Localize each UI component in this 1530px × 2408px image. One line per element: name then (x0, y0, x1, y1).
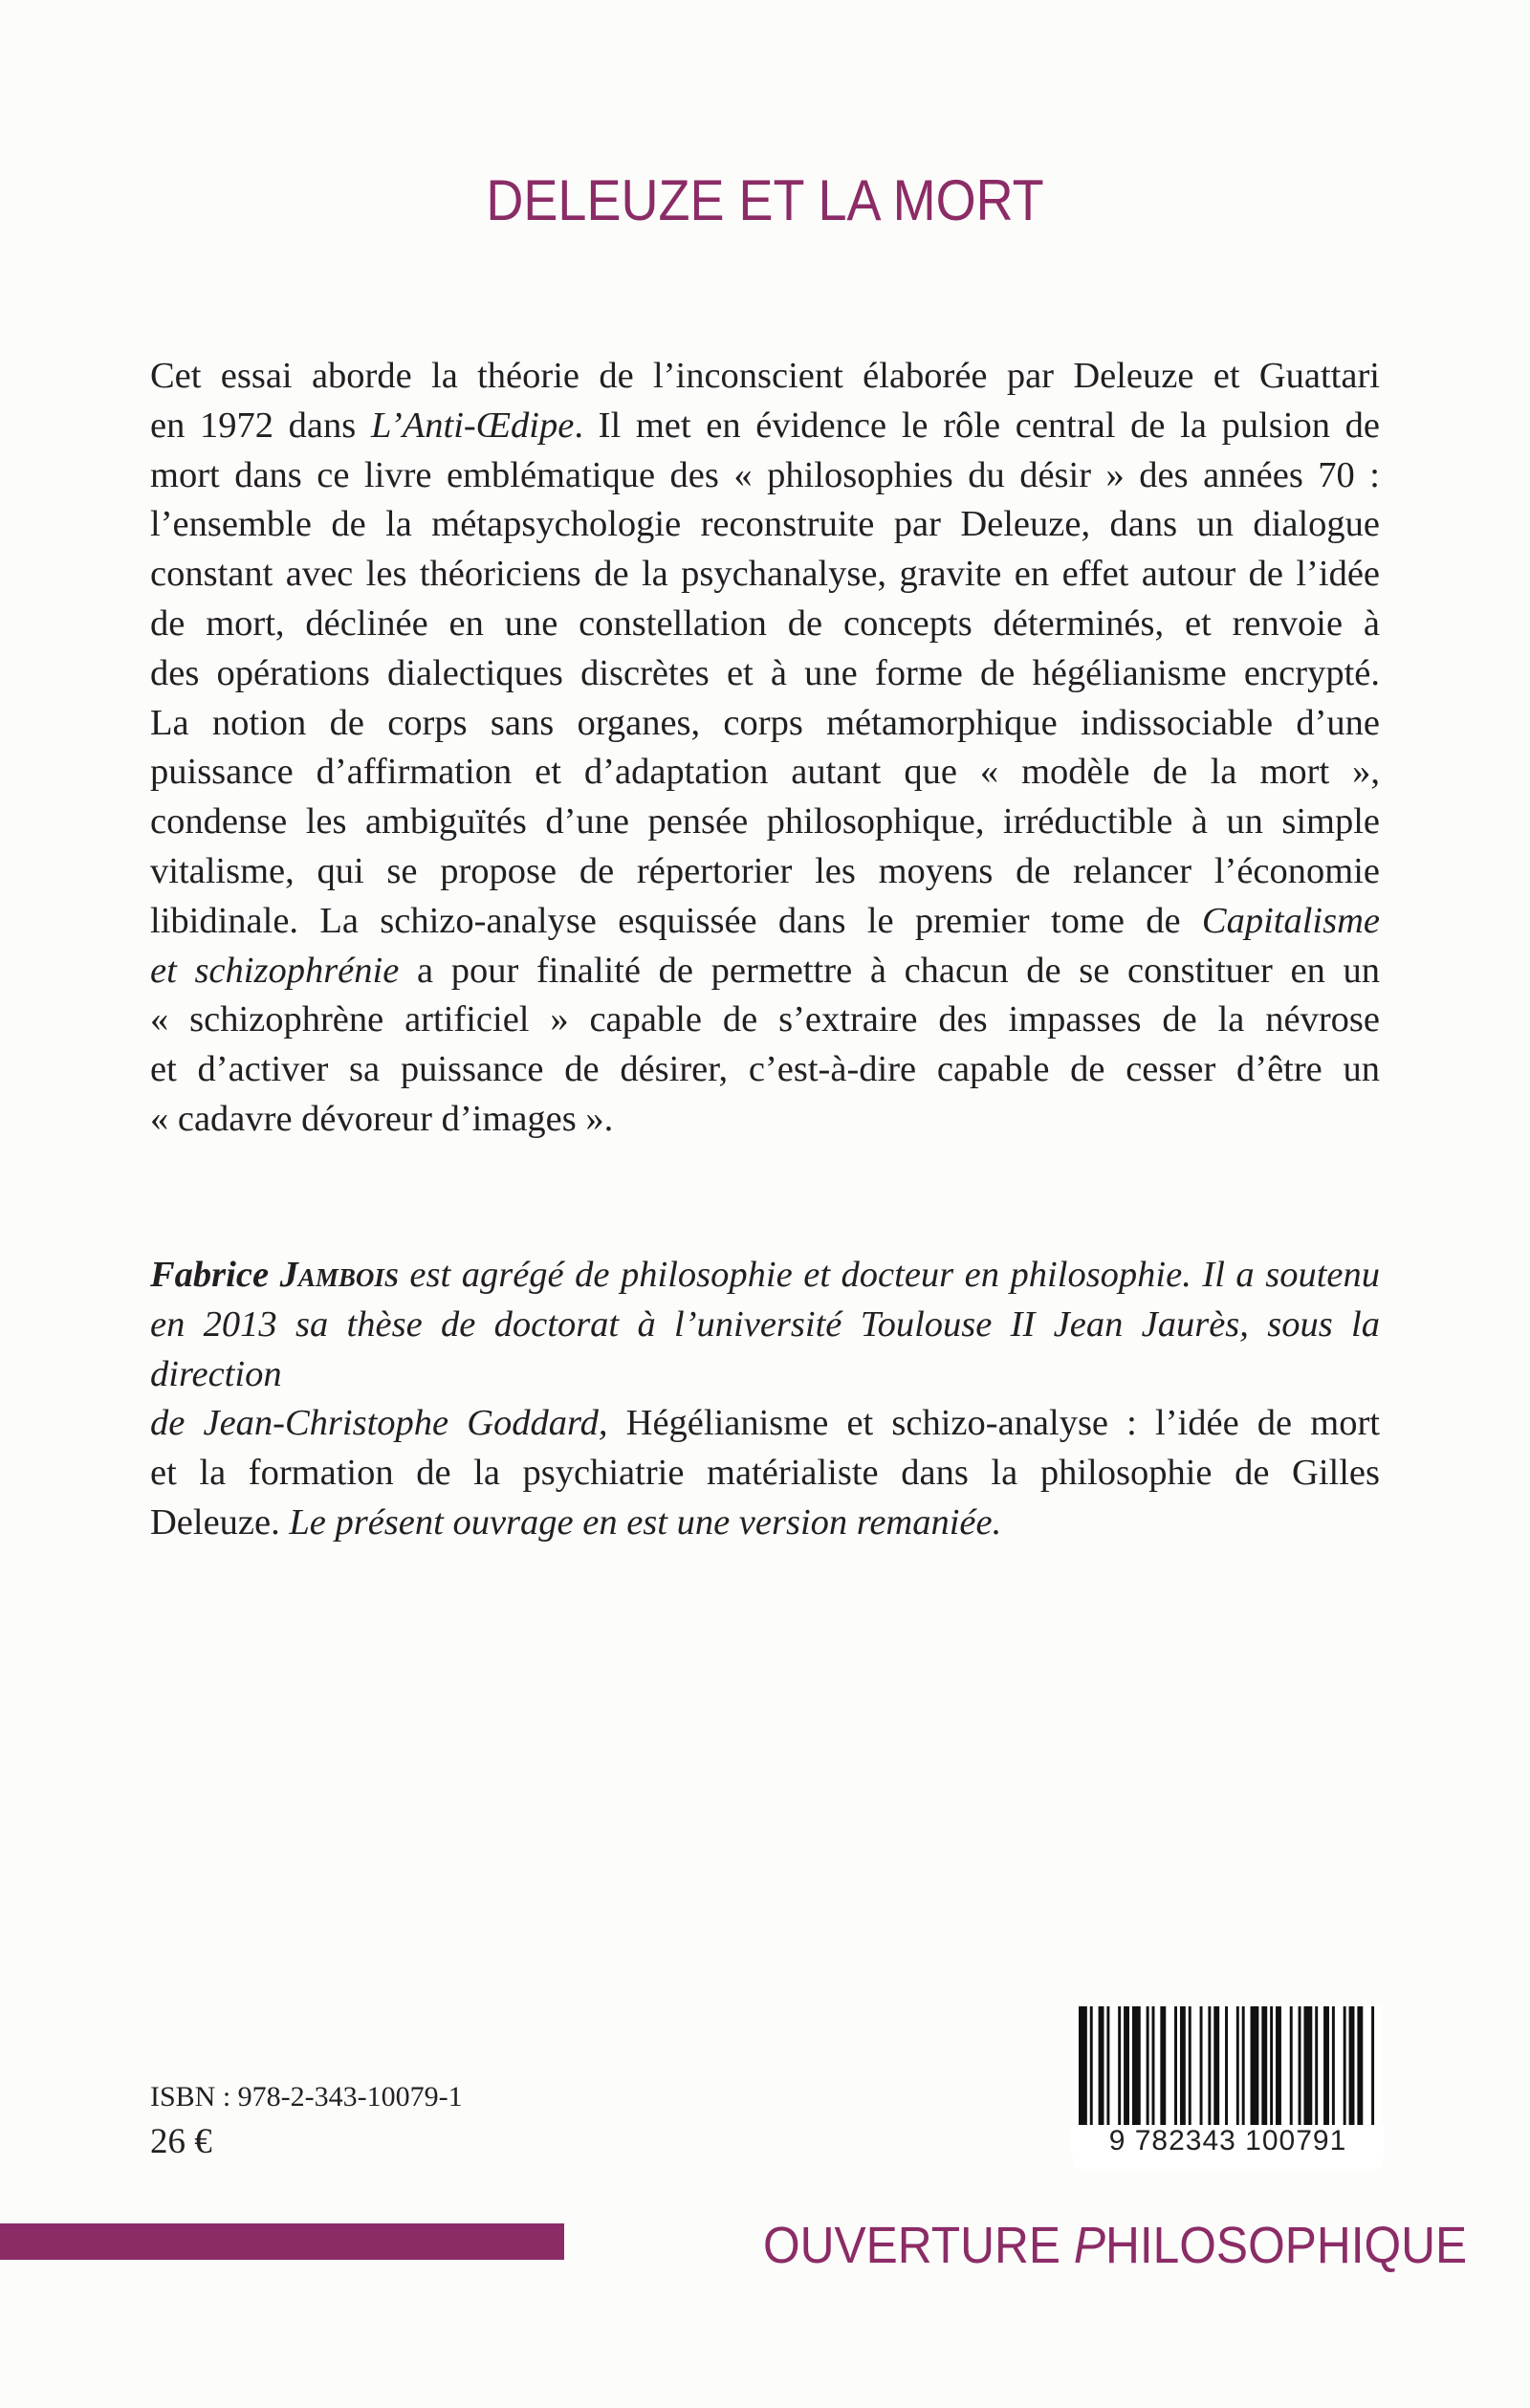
bio-text-segment: Hégélianisme et schizo-analyse : l’idée de mort (607, 1403, 1381, 1444)
bio-text-segment: est agrégé de philosophie et docteur en philosophie. Il a soutenu (398, 1255, 1380, 1295)
summary-text-segment: « cadavre dévoreur d’images ». (150, 1098, 614, 1139)
author-bio-paragraph (150, 1251, 1380, 1548)
barcode-bar (1099, 2006, 1104, 2125)
bio-line (150, 1449, 1380, 1499)
accent-band (0, 2223, 564, 2260)
barcode-bar (1323, 2006, 1329, 2125)
summary-line (150, 352, 1380, 402)
collection-name-part1: OUVERTURE (762, 2217, 1074, 2274)
summary-text-segment: . Il met en évidence le rôle central de la pulsion de (574, 405, 1380, 446)
bio-line (150, 1251, 1380, 1301)
barcode-bar (1106, 2006, 1109, 2125)
barcode-bar (1225, 2006, 1228, 2125)
barcode-bar (1344, 2006, 1346, 2125)
summary-line (150, 550, 1380, 600)
barcode-bar (1270, 2006, 1273, 2125)
summary-line (150, 748, 1380, 798)
bio-text-segment: de Jean-Christophe Goddard, (150, 1403, 608, 1444)
summary-text-segment: l’ensemble de la métapsychologie reconstruite par Deleuze, dans un dialogue (150, 504, 1380, 545)
barcode-bar (1261, 2006, 1267, 2125)
bio-text-segment: Deleuze. (150, 1501, 290, 1543)
summary-line (150, 451, 1380, 501)
barcode-bar (1132, 2006, 1141, 2125)
bio-text-segment: Fabrice (150, 1255, 280, 1295)
barcode-bar (1290, 2006, 1293, 2125)
price-label: 26 € (150, 2122, 212, 2161)
barcode-bar (1242, 2006, 1245, 2125)
barcode-bar (1332, 2006, 1335, 2125)
barcode-bar (1251, 2006, 1259, 2125)
barcode-bar (1147, 2006, 1149, 2125)
collection-name (763, 2216, 1467, 2275)
summary-text-segment: condense les ambiguïtés d’une pensée philosophique, irréductible à un simple (150, 801, 1380, 843)
summary-text-segment: a pour finalité de permettre à chacun de se constituer en un (399, 950, 1380, 991)
summary-line (150, 600, 1380, 649)
book-title: DELEUZE ET LA MORT (486, 168, 1044, 232)
barcode-bar (1276, 2006, 1281, 2125)
barcode-bar (1208, 2006, 1211, 2125)
summary-text-segment: en 1972 dans (150, 405, 371, 446)
barcode-bar (1090, 2006, 1093, 2125)
barcode-bar (1152, 2006, 1155, 2125)
summary-text-segment: puissance d’affirmation et d’adaptation autant que « modèle de la mort », (150, 752, 1380, 793)
barcode-bar (1357, 2006, 1363, 2125)
summary-text-segment: et schizophrénie (150, 950, 400, 991)
summary-line (150, 798, 1380, 847)
summary-line (150, 1045, 1380, 1095)
collection-name-initial: P (1073, 2217, 1105, 2274)
summary-text-segment: La notion de corps sans organes, corps métamorphique indissociable d’une (150, 702, 1380, 743)
barcode-bar (1124, 2006, 1129, 2125)
summary-line (150, 996, 1380, 1045)
barcode-bar (1349, 2006, 1355, 2125)
barcode-bar (1174, 2006, 1177, 2125)
summary-text-segment: des opérations dialectiques discrètes et à une forme de hégélianisme encrypté. (150, 652, 1380, 693)
barcode-bar (1160, 2006, 1166, 2125)
barcode-bar (1180, 2006, 1186, 2125)
summary-text-segment: constant avec les théoriciens de la psychanalyse, gravite en effet autour de l’idée (150, 554, 1380, 595)
barcode-bar (1118, 2006, 1121, 2125)
summary-line (150, 847, 1380, 897)
summary-line (150, 699, 1380, 749)
summary-line (150, 649, 1380, 699)
collection-name-rest: HILOSOPHIQUE (1104, 2217, 1467, 2274)
barcode-bar (1236, 2006, 1239, 2125)
summary-paragraph (150, 352, 1380, 1145)
barcode-bar (1189, 2006, 1191, 2125)
bio-text-segment: et la formation de la psychiatrie matérialiste dans la philosophie de Gilles (150, 1453, 1380, 1494)
summary-text-segment: « schizophrène artificiel » capable de s’extraire des impasses de la névrose (150, 999, 1380, 1040)
barcode-bar (1079, 2006, 1087, 2125)
bio-line (150, 1301, 1380, 1400)
summary-text-segment: L’Anti-Œdipe (370, 405, 575, 446)
barcode-bar (1213, 2006, 1219, 2125)
summary-text-segment: libidinale. La schizo-analyse esquissée dans le premier tome de (150, 900, 1202, 941)
summary-text-segment: de mort, déclinée en une constellation de concepts déterminés, et renvoie à (150, 602, 1380, 644)
summary-line (150, 402, 1380, 451)
summary-text-segment: mort dans ce livre emblématique des « philosophies du désir » des années 70 : (150, 454, 1380, 495)
summary-line (150, 947, 1380, 996)
barcode-bar (1303, 2006, 1312, 2125)
barcode-bar (1315, 2006, 1318, 2125)
bio-text-segment: Jambois (279, 1255, 399, 1295)
isbn-label: ISBN : 978-2-343-10079-1 (150, 2081, 463, 2112)
summary-text-segment: vitalisme, qui se propose de répertorier les moyens de relancer l’économie (150, 850, 1380, 891)
barcode-bar (1200, 2006, 1203, 2125)
summary-text-segment: Cet essai aborde la théorie de l’inconscient élaborée par Deleuze et Guattari (150, 356, 1380, 396)
summary-text-segment: Capitalisme (1201, 900, 1380, 941)
bio-text-segment: Le présent ouvrage en est une version remaniée. (289, 1501, 1002, 1543)
summary-line (150, 897, 1380, 947)
bio-text-segment: en 2013 sa thèse de doctorat à l’université Toulouse II Jean Jaurès, sous la direction (150, 1303, 1380, 1394)
summary-text-segment: et d’activer sa puissance de désirer, c’est-à-dire capable de cesser d’être un (150, 1049, 1380, 1090)
bio-line (150, 1499, 1380, 1548)
barcode-bar (1371, 2006, 1374, 2125)
summary-line (150, 500, 1380, 550)
bio-line (150, 1399, 1380, 1449)
barcode-bar (1299, 2006, 1301, 2125)
summary-line (150, 1095, 1380, 1145)
barcode-digits: 9 782343 100791 (1071, 2125, 1385, 2157)
